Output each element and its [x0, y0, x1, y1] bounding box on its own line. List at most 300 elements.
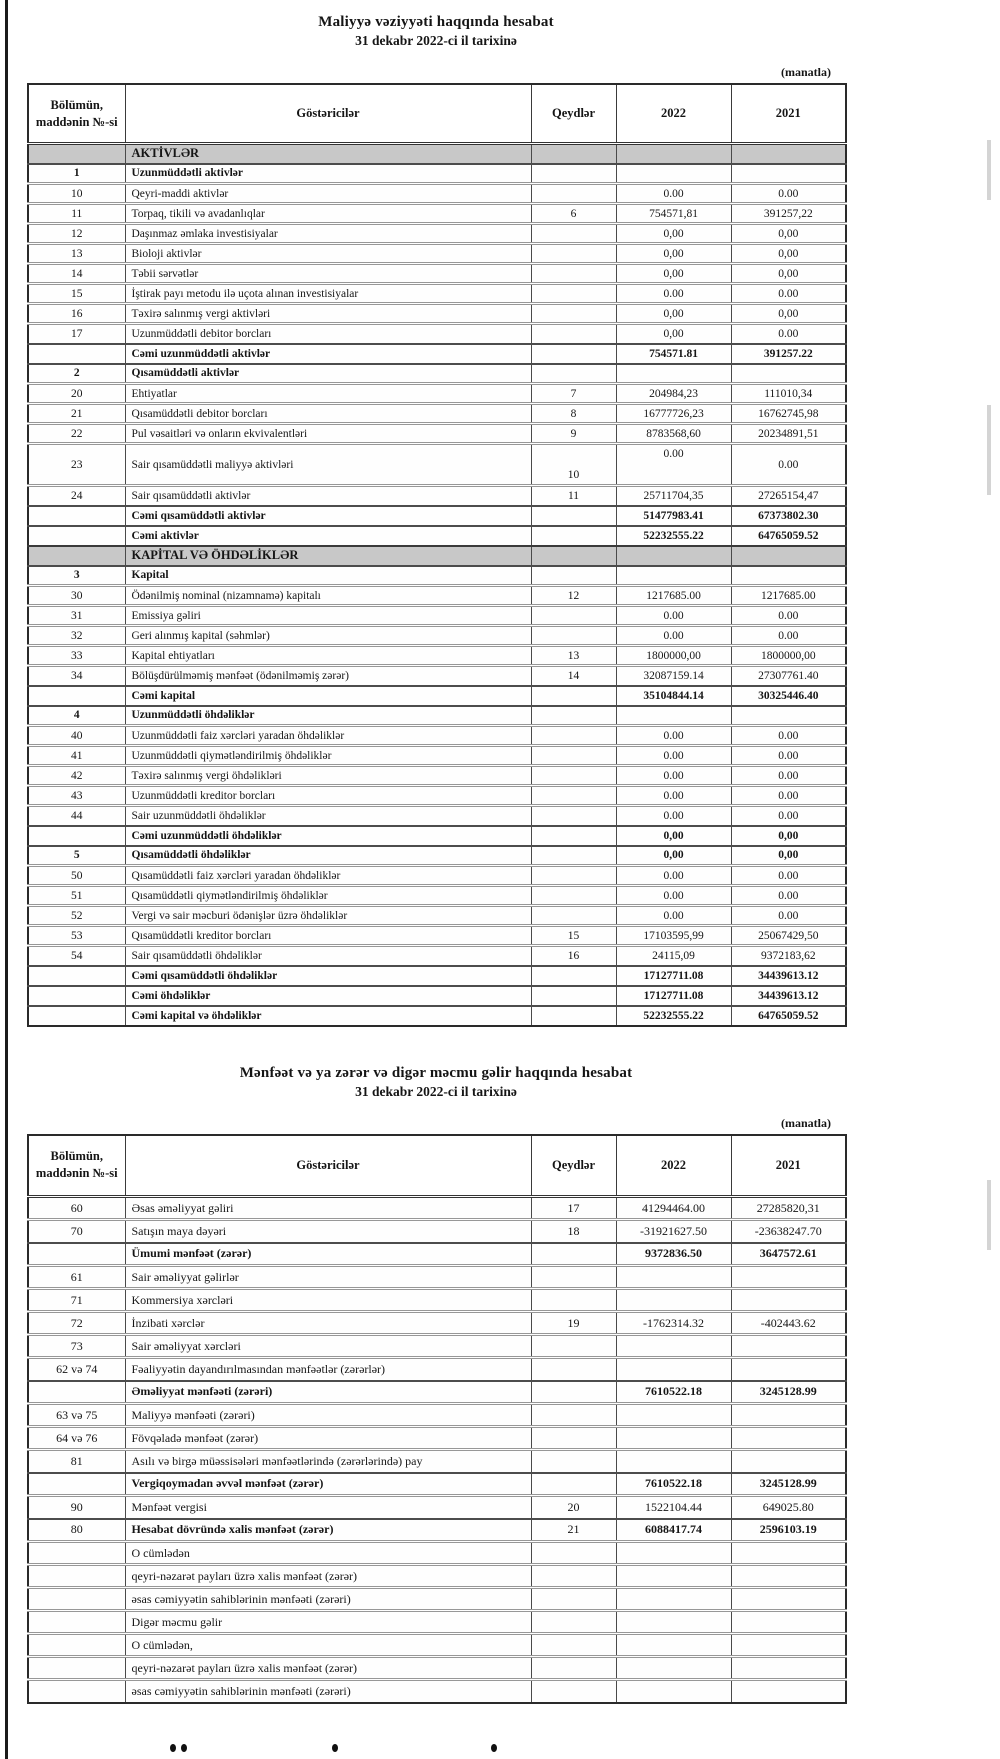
row-number-cell: 64 və 76 — [28, 1427, 125, 1450]
value-2022-cell: 8783568,60 — [616, 424, 731, 444]
row-number-cell — [28, 1611, 125, 1634]
report2-unit-note: (manatla) — [781, 1115, 831, 1130]
header-2022: 2022 — [616, 1135, 731, 1197]
cutoff-text-dot — [332, 1744, 338, 1752]
value-2022-cell: 24115,09 — [616, 946, 731, 966]
value-2022-cell — [616, 1611, 731, 1634]
value-2021-cell — [731, 706, 846, 726]
note-cell: 7 — [531, 384, 616, 404]
value-2022-cell: 41294464.00 — [616, 1197, 731, 1220]
cutoff-text-dot — [181, 1744, 187, 1752]
indicator-cell: Cəmi kapital — [125, 686, 531, 706]
table-row — [28, 144, 846, 164]
value-2022-cell — [616, 1266, 731, 1289]
row-number-cell — [28, 1565, 125, 1588]
indicator-cell: Uzunmüddətli qiymətləndirilmiş öhdəliklər — [125, 746, 531, 766]
note-cell — [531, 1243, 616, 1266]
note-cell: 18 — [531, 1220, 616, 1243]
row-number-cell: 54 — [28, 946, 125, 966]
note-cell — [531, 1266, 616, 1289]
note-cell — [531, 1657, 616, 1680]
table-row — [28, 826, 846, 846]
row-number-cell — [28, 1634, 125, 1657]
row-number-cell — [28, 986, 125, 1006]
row-number-cell: 73 — [28, 1335, 125, 1358]
table-row — [28, 486, 846, 506]
row-number-cell: 23 — [28, 444, 125, 486]
row-number-cell: 41 — [28, 746, 125, 766]
row-number-cell: 1 — [28, 164, 125, 184]
value-2021-cell: 1217685.00 — [731, 586, 846, 606]
note-cell — [531, 1335, 616, 1358]
table-row — [28, 1358, 846, 1381]
indicator-cell: Qısamüddətli aktivlər — [125, 364, 531, 384]
indicator-cell: Sair əməliyyat gəlirlər — [125, 1266, 531, 1289]
indicator-cell: Emissiya gəliri — [125, 606, 531, 626]
row-number-cell: 34 — [28, 666, 125, 686]
indicator-cell: Cəmi aktivlər — [125, 526, 531, 546]
note-cell: 10 — [531, 444, 616, 486]
note-cell — [531, 746, 616, 766]
indicator-cell: Digər məcmu gəlir — [125, 1611, 531, 1634]
value-2021-cell — [731, 144, 846, 164]
indicator-cell: Uzunmüddətli debitor borcları — [125, 324, 531, 344]
value-2021-cell: 3245128.99 — [731, 1473, 846, 1496]
value-2022-cell: 52232555.22 — [616, 1006, 731, 1026]
table-row — [28, 1542, 846, 1565]
value-2022-cell: 0.00 — [616, 866, 731, 886]
value-2021-cell: -402443.62 — [731, 1312, 846, 1335]
value-2022-cell — [616, 144, 731, 164]
indicator-cell: Qısamüddətli debitor borcları — [125, 404, 531, 424]
indicator-cell: Pul vəsaitləri və onların ekvivalentləri — [125, 424, 531, 444]
value-2021-cell — [731, 1427, 846, 1450]
value-2021-cell — [731, 164, 846, 184]
value-2022-cell: 0.00 — [616, 184, 731, 204]
value-2022-cell — [616, 566, 731, 586]
table-row — [28, 926, 846, 946]
note-cell — [531, 726, 616, 746]
value-2021-cell: 0.00 — [731, 284, 846, 304]
indicator-cell: Sair uzunmüddətli öhdəliklər — [125, 806, 531, 826]
row-number-cell — [28, 144, 125, 164]
value-2021-cell: 27307761.40 — [731, 666, 846, 686]
value-2021-cell — [731, 1404, 846, 1427]
indicator-cell: Ümumi mənfəət (zərər) — [125, 1243, 531, 1266]
table-row — [28, 1611, 846, 1634]
note-cell — [531, 164, 616, 184]
value-2022-cell: 1217685.00 — [616, 586, 731, 606]
value-2022-cell — [616, 1542, 731, 1565]
note-cell: 8 — [531, 404, 616, 424]
value-2021-cell: 64765059.52 — [731, 526, 846, 546]
table-row — [28, 1519, 846, 1542]
value-2021-cell: 0.00 — [731, 444, 846, 486]
note-cell — [531, 1473, 616, 1496]
value-2022-cell: 0,00 — [616, 244, 731, 264]
row-number-cell: 51 — [28, 886, 125, 906]
note-cell: 14 — [531, 666, 616, 686]
value-2022-cell — [616, 1335, 731, 1358]
row-number-cell: 40 — [28, 726, 125, 746]
row-number-cell — [28, 1588, 125, 1611]
indicator-cell: O cümlədən, — [125, 1634, 531, 1657]
scan-artifact — [987, 1180, 991, 1250]
table-row — [28, 1335, 846, 1358]
header-notes: Qeydlər — [531, 84, 616, 144]
row-number-cell — [28, 1381, 125, 1404]
note-cell — [531, 826, 616, 846]
indicator-cell: Cəmi qısamüddətli aktivlər — [125, 506, 531, 526]
value-2022-cell — [616, 1634, 731, 1657]
row-number-cell: 60 — [28, 1197, 125, 1220]
table-row — [28, 1427, 846, 1450]
table-row — [28, 404, 846, 424]
table-row — [28, 1243, 846, 1266]
indicator-cell: Uzunmüddətli faiz xərcləri yaradan öhdəliklər — [125, 726, 531, 746]
row-number-cell: 5 — [28, 846, 125, 866]
note-cell — [531, 1450, 616, 1473]
indicator-cell: Qısamüddətli öhdəliklər — [125, 846, 531, 866]
report2-title: Mənfəət və ya zərər və digər məcmu gəlir haqqında hesabat — [239, 1064, 633, 1081]
indicator-cell: Qısamüddətli faiz xərcləri yaradan öhdəliklər — [125, 866, 531, 886]
header-2021: 2021 — [731, 84, 846, 144]
value-2021-cell: 0.00 — [731, 726, 846, 746]
row-number-cell: 11 — [28, 204, 125, 224]
row-number-cell: 32 — [28, 626, 125, 646]
value-2022-cell: 17127711.08 — [616, 966, 731, 986]
value-2022-cell — [616, 1657, 731, 1680]
value-2022-cell: 754571,81 — [616, 204, 731, 224]
table-row — [28, 264, 846, 284]
indicator-cell: KAPİTAL VƏ ÖHDƏLİKLƏR — [125, 546, 531, 566]
header-2021: 2021 — [731, 1135, 846, 1197]
table-row — [28, 986, 846, 1006]
table-row — [28, 384, 846, 404]
note-cell — [531, 966, 616, 986]
table-row — [28, 646, 846, 666]
row-number-cell: 20 — [28, 384, 125, 404]
table-row — [28, 546, 846, 566]
indicator-cell: Vergiqoymadan əvvəl mənfəət (zərər) — [125, 1473, 531, 1496]
value-2021-cell: 0.00 — [731, 606, 846, 626]
row-number-cell: 70 — [28, 1220, 125, 1243]
value-2022-cell: 0.00 — [616, 284, 731, 304]
value-2022-cell: 0.00 — [616, 906, 731, 926]
table-header-row — [28, 84, 846, 144]
table-row — [28, 1496, 846, 1519]
note-cell — [531, 284, 616, 304]
header-notes: Qeydlər — [531, 1135, 616, 1197]
row-number-cell: 63 və 75 — [28, 1404, 125, 1427]
indicator-cell: Mənfəət vergisi — [125, 1496, 531, 1519]
table-header-row — [28, 1135, 846, 1197]
row-number-cell — [28, 966, 125, 986]
value-2022-cell: 0.00 — [616, 806, 731, 826]
row-number-cell — [28, 1006, 125, 1026]
value-2022-cell — [616, 1450, 731, 1473]
row-number-cell: 71 — [28, 1289, 125, 1312]
report1-date: 31 dekabr 2022-ci il tarixinə — [355, 33, 517, 49]
value-2021-cell: 0.00 — [731, 184, 846, 204]
scan-page-edge — [5, 0, 8, 1759]
value-2021-cell: 0.00 — [731, 324, 846, 344]
indicator-cell: İştirak payı metodu ilə uçota alınan investisiyalar — [125, 284, 531, 304]
income-statement-table — [27, 1134, 847, 1704]
table-row — [28, 364, 846, 384]
table-row — [28, 706, 846, 726]
row-number-cell: 14 — [28, 264, 125, 284]
value-2021-cell: 0.00 — [731, 766, 846, 786]
value-2021-cell — [731, 1657, 846, 1680]
table-row — [28, 1006, 846, 1026]
note-cell — [531, 184, 616, 204]
table-row — [28, 746, 846, 766]
value-2022-cell — [616, 164, 731, 184]
table-row — [28, 586, 846, 606]
report1-title: Maliyyə vəziyyəti haqqında hesabat — [318, 14, 554, 30]
value-2021-cell: 0.00 — [731, 746, 846, 766]
table-row — [28, 626, 846, 646]
note-cell — [531, 1381, 616, 1404]
indicator-cell: Kapital — [125, 566, 531, 586]
indicator-cell: Hesabat dövründə xalis mənfəət (zərər) — [125, 1519, 531, 1542]
value-2021-cell: 0,00 — [731, 224, 846, 244]
value-2021-cell: 1800000,00 — [731, 646, 846, 666]
indicator-cell: Vergi və sair məcburi ödənişlər üzrə öhdəliklər — [125, 906, 531, 926]
indicator-cell: Uzunmüddətli aktivlər — [125, 164, 531, 184]
value-2022-cell: 17127711.08 — [616, 986, 731, 1006]
indicator-cell: Cəmi öhdəliklər — [125, 986, 531, 1006]
indicator-cell: Asılı və birgə müəssisələri mənfəətlərində (zərərlərində) pay — [125, 1450, 531, 1473]
value-2021-cell: 27285820,31 — [731, 1197, 846, 1220]
value-2022-cell: 1522104.44 — [616, 1496, 731, 1519]
row-number-cell: 43 — [28, 786, 125, 806]
table-row — [28, 966, 846, 986]
value-2022-cell — [616, 1588, 731, 1611]
value-2021-cell: 111010,34 — [731, 384, 846, 404]
value-2022-cell: 32087159.14 — [616, 666, 731, 686]
table-row — [28, 866, 846, 886]
indicator-cell: Cəmi uzunmüddətli aktivlər — [125, 344, 531, 364]
value-2021-cell: 0.00 — [731, 626, 846, 646]
row-number-cell — [28, 344, 125, 364]
note-cell — [531, 1404, 616, 1427]
table-row — [28, 284, 846, 304]
table-row — [28, 1450, 846, 1473]
row-number-cell: 52 — [28, 906, 125, 926]
value-2021-cell: 391257,22 — [731, 204, 846, 224]
indicator-cell: AKTİVLƏR — [125, 144, 531, 164]
note-cell — [531, 1542, 616, 1565]
note-cell — [531, 846, 616, 866]
indicator-cell: Sair qısamüddətli aktivlər — [125, 486, 531, 506]
value-2022-cell — [616, 706, 731, 726]
value-2021-cell: 16762745,98 — [731, 404, 846, 424]
row-number-cell — [28, 1680, 125, 1703]
note-cell — [531, 1680, 616, 1703]
value-2022-cell: 7610522.18 — [616, 1381, 731, 1404]
indicator-cell: Uzunmüddətli kreditor borcları — [125, 786, 531, 806]
header-indicators: Göstəricilər — [125, 84, 531, 144]
value-2021-cell: 0.00 — [731, 866, 846, 886]
indicator-cell: Əsas əməliyyat gəliri — [125, 1197, 531, 1220]
value-2022-cell — [616, 1289, 731, 1312]
table-row — [28, 906, 846, 926]
row-number-cell: 44 — [28, 806, 125, 826]
value-2022-cell: 204984,23 — [616, 384, 731, 404]
note-cell — [531, 364, 616, 384]
value-2022-cell: 25711704,35 — [616, 486, 731, 506]
value-2022-cell — [616, 1404, 731, 1427]
indicator-cell: Təxirə salınmış vergi aktivləri — [125, 304, 531, 324]
indicator-cell: Torpaq, tikili və avadanlıqlar — [125, 204, 531, 224]
table-row — [28, 1565, 846, 1588]
note-cell: 21 — [531, 1519, 616, 1542]
value-2021-cell: 9372183,62 — [731, 946, 846, 966]
table-row — [28, 1404, 846, 1427]
table-row — [28, 184, 846, 204]
value-2021-cell: 649025.80 — [731, 1496, 846, 1519]
row-number-cell — [28, 1243, 125, 1266]
value-2021-cell: -23638247.70 — [731, 1220, 846, 1243]
indicator-cell: əsas cəmiyyətin sahiblərinin mənfəəti (zərəri) — [125, 1588, 531, 1611]
row-number-cell: 15 — [28, 284, 125, 304]
note-cell — [531, 1611, 616, 1634]
row-number-cell: 42 — [28, 766, 125, 786]
table-row — [28, 244, 846, 264]
note-cell — [531, 264, 616, 284]
value-2021-cell — [731, 1335, 846, 1358]
value-2022-cell: 1800000,00 — [616, 646, 731, 666]
table-row — [28, 1473, 846, 1496]
report1-title-block — [27, 0, 845, 50]
note-cell: 16 — [531, 946, 616, 966]
note-cell: 17 — [531, 1197, 616, 1220]
table-row — [28, 806, 846, 826]
row-number-cell: 72 — [28, 1312, 125, 1335]
value-2021-cell — [731, 1450, 846, 1473]
indicator-cell: Təbii sərvətlər — [125, 264, 531, 284]
cutoff-text-dot — [491, 1744, 497, 1752]
table-row — [28, 1634, 846, 1657]
indicator-cell: Fövqəladə mənfəət (zərər) — [125, 1427, 531, 1450]
value-2022-cell: 0.00 — [616, 626, 731, 646]
note-cell — [531, 866, 616, 886]
table-row — [28, 204, 846, 224]
value-2022-cell: 6088417.74 — [616, 1519, 731, 1542]
table-row — [28, 164, 846, 184]
note-cell — [531, 906, 616, 926]
value-2021-cell: 0,00 — [731, 826, 846, 846]
value-2021-cell: 0.00 — [731, 906, 846, 926]
row-number-cell: 30 — [28, 586, 125, 606]
row-number-cell: 22 — [28, 424, 125, 444]
value-2021-cell: 25067429,50 — [731, 926, 846, 946]
row-number-cell: 17 — [28, 324, 125, 344]
indicator-cell: qeyri-nəzarət payları üzrə xalis mənfəət (zərər) — [125, 1657, 531, 1680]
row-number-cell — [28, 1657, 125, 1680]
row-number-cell — [28, 1473, 125, 1496]
value-2022-cell: 17103595,99 — [616, 926, 731, 946]
indicator-cell: Kommersiya xərcləri — [125, 1289, 531, 1312]
note-cell: 15 — [531, 926, 616, 946]
value-2021-cell — [731, 1588, 846, 1611]
table-row — [28, 1657, 846, 1680]
note-cell — [531, 766, 616, 786]
indicator-cell: Kapital ehtiyatları — [125, 646, 531, 666]
note-cell: 13 — [531, 646, 616, 666]
value-2021-cell — [731, 364, 846, 384]
note-cell — [531, 1588, 616, 1611]
row-number-cell: 90 — [28, 1496, 125, 1519]
row-number-cell: 61 — [28, 1266, 125, 1289]
row-number-cell: 50 — [28, 866, 125, 886]
table-row — [28, 506, 846, 526]
value-2021-cell — [731, 1565, 846, 1588]
note-cell — [531, 324, 616, 344]
note-cell: 12 — [531, 586, 616, 606]
note-cell — [531, 686, 616, 706]
value-2022-cell — [616, 364, 731, 384]
header-2022: 2022 — [616, 84, 731, 144]
value-2021-cell — [731, 1634, 846, 1657]
indicator-cell: Geri alınmış kapital (səhmlər) — [125, 626, 531, 646]
header-section-number: Bölümün, maddənin №-si — [28, 84, 125, 144]
row-number-cell — [28, 1542, 125, 1565]
value-2021-cell: 30325446.40 — [731, 686, 846, 706]
note-cell: 11 — [531, 486, 616, 506]
value-2021-cell: 64765059.52 — [731, 1006, 846, 1026]
indicator-cell: Uzunmüddətli öhdəliklər — [125, 706, 531, 726]
value-2022-cell: 0.00 — [616, 606, 731, 626]
value-2021-cell: 67373802.30 — [731, 506, 846, 526]
value-2021-cell: 0,00 — [731, 846, 846, 866]
note-cell — [531, 1358, 616, 1381]
note-cell — [531, 1289, 616, 1312]
table-row — [28, 1266, 846, 1289]
value-2021-cell: 0,00 — [731, 304, 846, 324]
value-2022-cell: 0.00 — [616, 786, 731, 806]
value-2021-cell: 20234891,51 — [731, 424, 846, 444]
row-number-cell: 2 — [28, 364, 125, 384]
table-row — [28, 424, 846, 444]
indicator-cell: İnzibati xərclər — [125, 1312, 531, 1335]
note-cell: 20 — [531, 1496, 616, 1519]
value-2022-cell: 0,00 — [616, 224, 731, 244]
cutoff-text-dot — [170, 1744, 176, 1752]
value-2022-cell — [616, 546, 731, 566]
row-number-cell — [28, 546, 125, 566]
value-2021-cell: 0.00 — [731, 886, 846, 906]
indicator-cell: Qısamüddətli kreditor borcları — [125, 926, 531, 946]
note-cell — [531, 706, 616, 726]
note-cell — [531, 546, 616, 566]
note-cell — [531, 986, 616, 1006]
table-row — [28, 846, 846, 866]
scan-artifact — [987, 405, 991, 495]
table-row — [28, 224, 846, 244]
value-2021-cell — [731, 1611, 846, 1634]
indicator-cell: Təxirə salınmış vergi öhdəlikləri — [125, 766, 531, 786]
indicator-cell: qeyri-nəzarət payları üzrə xalis mənfəət (zərər) — [125, 1565, 531, 1588]
table-row — [28, 886, 846, 906]
table-row — [28, 766, 846, 786]
value-2022-cell: 0,00 — [616, 324, 731, 344]
note-cell: 19 — [531, 1312, 616, 1335]
value-2022-cell: 9372836.50 — [616, 1243, 731, 1266]
indicator-cell: Əməliyyat mənfəəti (zərəri) — [125, 1381, 531, 1404]
